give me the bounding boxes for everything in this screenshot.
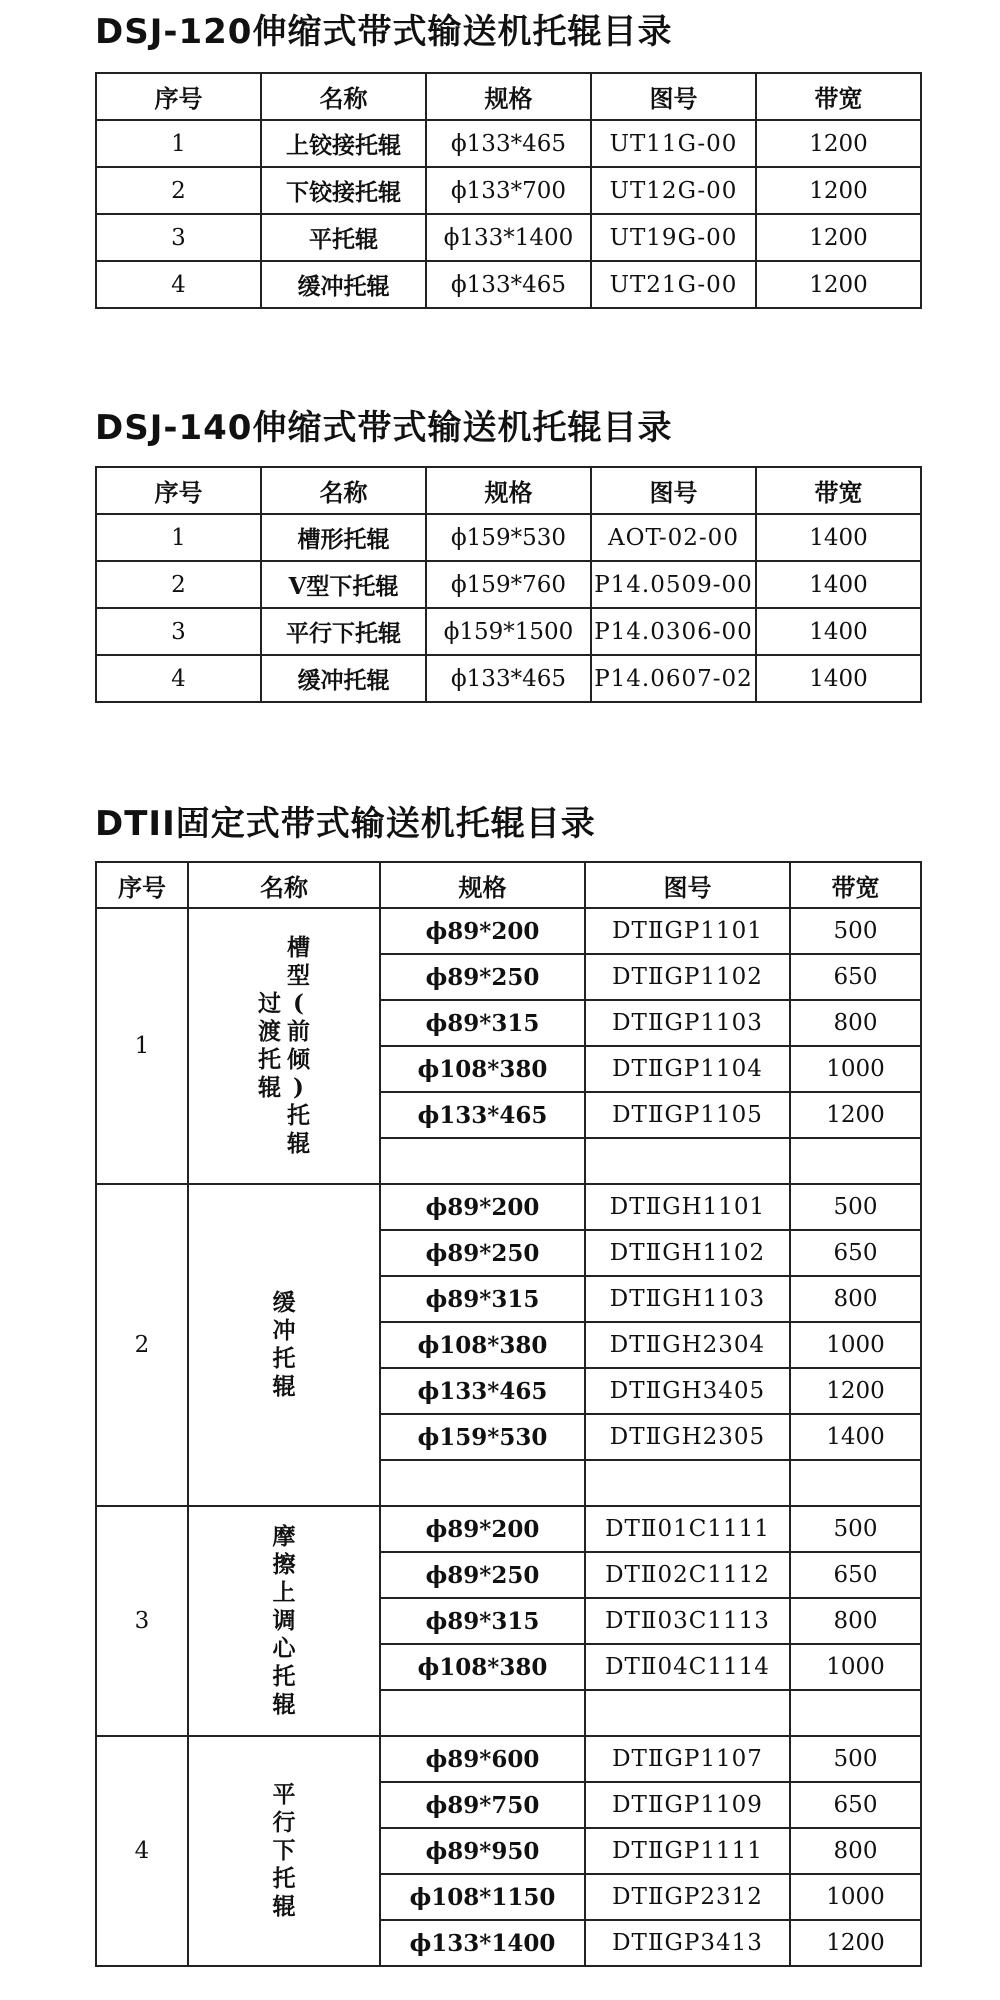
drawing-cell: UT21G-00: [591, 261, 756, 308]
table-row: [96, 120, 921, 167]
table1-title: DSJ-120伸缩式带式输送机托辊目录: [95, 12, 673, 52]
header-no: 序号: [96, 862, 188, 908]
drawing-cell: DTⅡGH2305: [585, 1414, 790, 1460]
spec-cell: ϕ89*250: [380, 1552, 585, 1598]
name-cell: 槽形托辊: [261, 514, 426, 561]
spec-cell: ϕ133*1400: [380, 1920, 585, 1966]
no-cell: 1: [96, 908, 188, 1184]
width-cell: 1400: [756, 514, 921, 561]
spec-cell: ϕ89*200: [380, 1506, 585, 1552]
width-cell: 800: [790, 1598, 921, 1644]
width-cell: 500: [790, 908, 921, 954]
width-cell: 500: [790, 1506, 921, 1552]
spec-cell: [380, 1138, 585, 1184]
spec-cell: ϕ89*600: [380, 1736, 585, 1782]
drawing-cell: DTⅡGP1111: [585, 1828, 790, 1874]
table-row: [96, 561, 921, 608]
drawing-cell: UT11G-00: [591, 120, 756, 167]
spec-cell: ϕ133*1400: [426, 214, 591, 261]
vertical-name-text: 缓 冲 托 辊: [272, 1289, 296, 1400]
spec-cell: ϕ108*380: [380, 1644, 585, 1690]
header-spec: 规格: [426, 467, 591, 514]
drawing-cell: DTⅡGP2312: [585, 1874, 790, 1920]
no-cell: 3: [96, 1506, 188, 1736]
width-cell: 800: [790, 1276, 921, 1322]
width-cell: 1400: [756, 561, 921, 608]
width-cell: [790, 1138, 921, 1184]
drawing-cell: [585, 1138, 790, 1184]
width-cell: 1200: [756, 167, 921, 214]
spec-cell: ϕ89*250: [380, 1230, 585, 1276]
name-cell: V型下托辊: [261, 561, 426, 608]
spec-cell: ϕ133*465: [426, 261, 591, 308]
width-cell: 650: [790, 1782, 921, 1828]
table-row: [96, 1506, 921, 1552]
spec-cell: [380, 1460, 585, 1506]
name-cell: [188, 1736, 380, 1966]
width-cell: 1200: [790, 1368, 921, 1414]
spec-cell: ϕ159*530: [426, 514, 591, 561]
header-drawing: 图号: [591, 73, 756, 120]
header-width: 带宽: [756, 467, 921, 514]
vertical-name-text: 槽 型 ( 前 倾 ) 托 辊: [287, 934, 310, 1157]
drawing-cell: DTⅡGH3405: [585, 1368, 790, 1414]
drawing-cell: [585, 1460, 790, 1506]
table1: [95, 72, 922, 309]
header-drawing: 图号: [585, 862, 790, 908]
width-cell: 1000: [790, 1644, 921, 1690]
table-row: [96, 655, 921, 702]
spec-cell: ϕ133*465: [380, 1368, 585, 1414]
name-cell: 平行下托辊: [261, 608, 426, 655]
width-cell: [790, 1690, 921, 1736]
vertical-name-text: 平 行 下 托 辊: [272, 1781, 296, 1920]
table-row: [96, 261, 921, 308]
drawing-cell: DTⅡGP1101: [585, 908, 790, 954]
no-cell: 4: [96, 1736, 188, 1966]
header-drawing: 图号: [591, 467, 756, 514]
drawing-cell: [585, 1690, 790, 1736]
spec-cell: ϕ159*1500: [426, 608, 591, 655]
spec-cell: ϕ133*465: [426, 655, 591, 702]
vertical-name-text: 摩 擦 上 调 心 托 辊: [272, 1523, 296, 1718]
width-cell: 1000: [790, 1046, 921, 1092]
spec-cell: ϕ108*380: [380, 1046, 585, 1092]
header-spec: 规格: [380, 862, 585, 908]
width-cell: 650: [790, 1230, 921, 1276]
no-cell: 4: [96, 261, 261, 308]
table-row: [96, 167, 921, 214]
width-cell: 1200: [790, 1920, 921, 1966]
spec-cell: ϕ89*950: [380, 1828, 585, 1874]
table-row: [96, 214, 921, 261]
header-width: 带宽: [790, 862, 921, 908]
drawing-cell: DTⅡ01C1111: [585, 1506, 790, 1552]
no-cell: 1: [96, 514, 261, 561]
header-name: 名称: [261, 73, 426, 120]
no-cell: 3: [96, 214, 261, 261]
spec-cell: ϕ159*530: [380, 1414, 585, 1460]
name-cell: 下铰接托辊: [261, 167, 426, 214]
no-cell: 3: [96, 608, 261, 655]
drawing-cell: DTⅡGP1103: [585, 1000, 790, 1046]
drawing-cell: DTⅡGP1105: [585, 1092, 790, 1138]
drawing-cell: DTⅡ04C1114: [585, 1644, 790, 1690]
spec-cell: ϕ133*465: [380, 1092, 585, 1138]
width-cell: 500: [790, 1184, 921, 1230]
name-cell: 缓冲托辊: [261, 261, 426, 308]
no-cell: 2: [96, 561, 261, 608]
name-cell: [188, 908, 380, 1184]
spec-cell: ϕ89*315: [380, 1276, 585, 1322]
drawing-cell: DTⅡGP1104: [585, 1046, 790, 1092]
table-row: [96, 1184, 921, 1230]
no-cell: 4: [96, 655, 261, 702]
spec-cell: [380, 1690, 585, 1736]
drawing-cell: P14.0306-00: [591, 608, 756, 655]
table-row: [96, 608, 921, 655]
width-cell: 800: [790, 1000, 921, 1046]
width-cell: 650: [790, 1552, 921, 1598]
spec-cell: ϕ89*250: [380, 954, 585, 1000]
drawing-cell: DTⅡGP1102: [585, 954, 790, 1000]
width-cell: 1200: [756, 261, 921, 308]
drawing-cell: UT19G-00: [591, 214, 756, 261]
drawing-cell: DTⅡGP1109: [585, 1782, 790, 1828]
width-cell: 1200: [756, 214, 921, 261]
table1-header-row: [96, 73, 921, 120]
width-cell: 650: [790, 954, 921, 1000]
no-cell: 2: [96, 167, 261, 214]
width-cell: 1400: [790, 1414, 921, 1460]
spec-cell: ϕ89*200: [380, 908, 585, 954]
drawing-cell: P14.0509-00: [591, 561, 756, 608]
table-row: [96, 1736, 921, 1782]
name-cell: 上铰接托辊: [261, 120, 426, 167]
width-cell: 500: [790, 1736, 921, 1782]
drawing-cell: DTⅡ03C1113: [585, 1598, 790, 1644]
table3: [95, 861, 922, 1967]
header-width: 带宽: [756, 73, 921, 120]
spec-cell: ϕ89*315: [380, 1598, 585, 1644]
name-cell: [188, 1184, 380, 1506]
width-cell: 1200: [756, 120, 921, 167]
table2-title: DSJ-140伸缩式带式输送机托辊目录: [95, 408, 673, 448]
spec-cell: ϕ159*760: [426, 561, 591, 608]
name-cell: [188, 1506, 380, 1736]
drawing-cell: DTⅡGH2304: [585, 1322, 790, 1368]
drawing-cell: AOT-02-00: [591, 514, 756, 561]
drawing-cell: DTⅡGH1103: [585, 1276, 790, 1322]
drawing-cell: DTⅡGP1107: [585, 1736, 790, 1782]
no-cell: 2: [96, 1184, 188, 1506]
width-cell: 1200: [790, 1092, 921, 1138]
header-spec: 规格: [426, 73, 591, 120]
table2-header-row: [96, 467, 921, 514]
spec-cell: ϕ108*1150: [380, 1874, 585, 1920]
width-cell: 1000: [790, 1874, 921, 1920]
width-cell: 800: [790, 1828, 921, 1874]
header-no: 序号: [96, 467, 261, 514]
spec-cell: ϕ89*200: [380, 1184, 585, 1230]
width-cell: 1400: [756, 655, 921, 702]
no-cell: 1: [96, 120, 261, 167]
table3-header-row: [96, 862, 921, 908]
spec-cell: ϕ89*750: [380, 1782, 585, 1828]
width-cell: 1400: [756, 608, 921, 655]
table3-title: DTII固定式带式输送机托辊目录: [95, 804, 596, 844]
name-cell: 平托辊: [261, 214, 426, 261]
table-row: [96, 908, 921, 954]
table-row: [96, 514, 921, 561]
drawing-cell: DTⅡGH1102: [585, 1230, 790, 1276]
drawing-cell: DTⅡ02C1112: [585, 1552, 790, 1598]
spec-cell: ϕ89*315: [380, 1000, 585, 1046]
vertical-name-text: 过 渡 托 辊: [258, 990, 281, 1101]
header-name: 名称: [188, 862, 380, 908]
drawing-cell: DTⅡGH1101: [585, 1184, 790, 1230]
spec-cell: ϕ108*380: [380, 1322, 585, 1368]
width-cell: [790, 1460, 921, 1506]
header-no: 序号: [96, 73, 261, 120]
name-cell: 缓冲托辊: [261, 655, 426, 702]
drawing-cell: P14.0607-02: [591, 655, 756, 702]
spec-cell: ϕ133*700: [426, 167, 591, 214]
drawing-cell: DTⅡGP3413: [585, 1920, 790, 1966]
width-cell: 1000: [790, 1322, 921, 1368]
header-name: 名称: [261, 467, 426, 514]
spec-cell: ϕ133*465: [426, 120, 591, 167]
table2: [95, 466, 922, 703]
drawing-cell: UT12G-00: [591, 167, 756, 214]
